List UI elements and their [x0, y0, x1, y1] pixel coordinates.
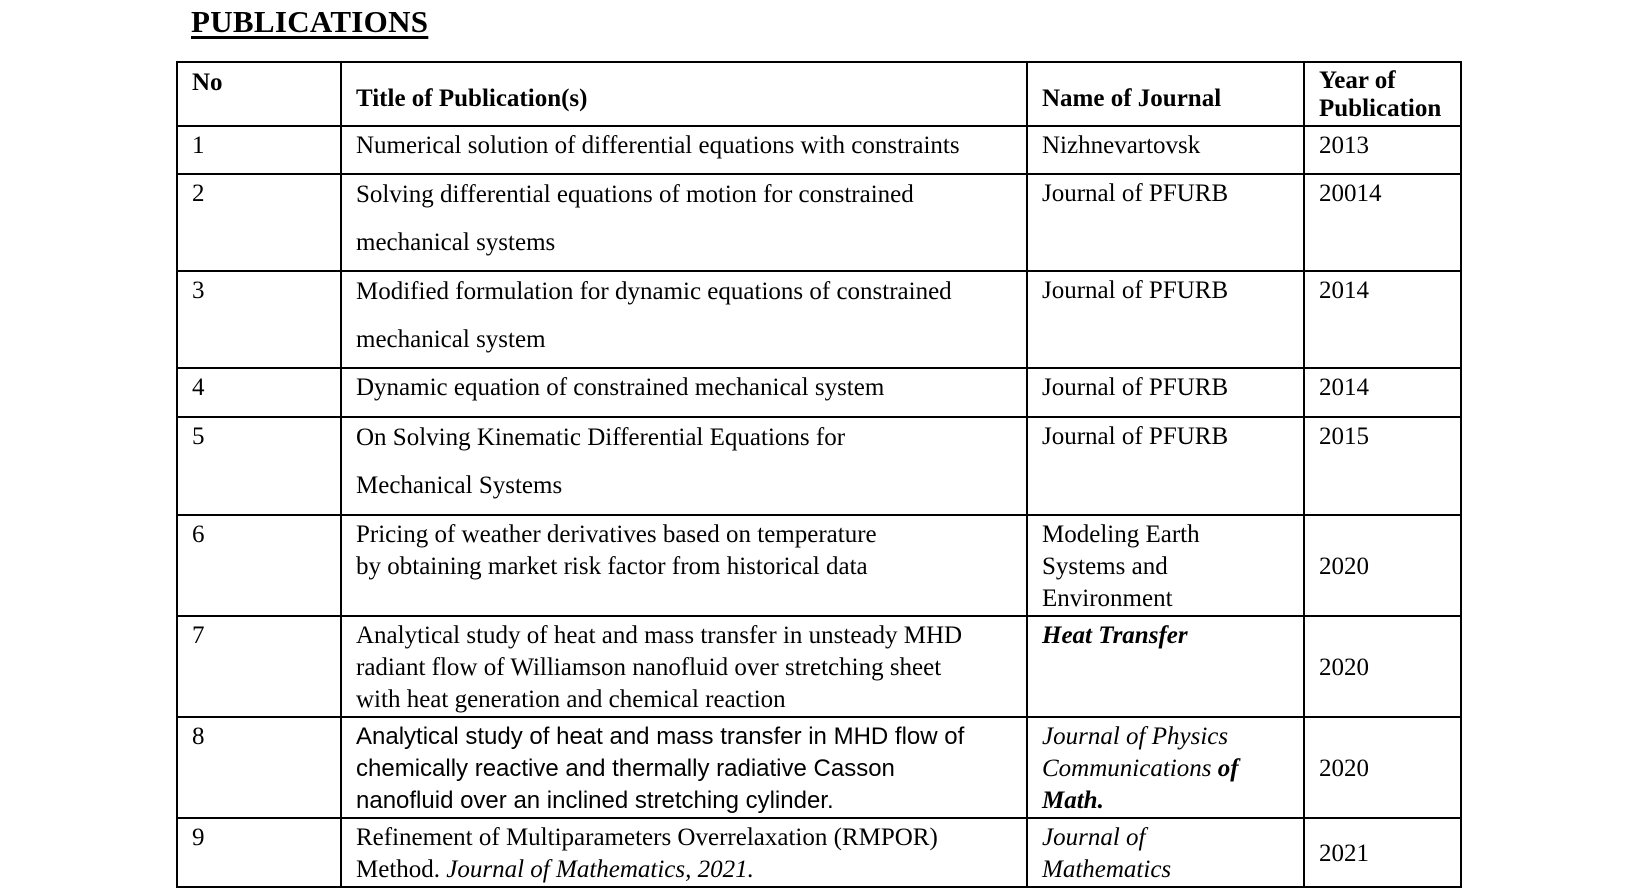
cell-title: [341, 271, 1027, 368]
cell-title-line: Mechanical Systems: [356, 472, 563, 499]
cell-title-line: Pricing of weather derivatives based on temperature: [356, 521, 877, 548]
column-header-journal: Name of Journal: [1027, 62, 1304, 126]
cell-journal-line: of: [1217, 755, 1239, 782]
cell-journal-line: Systems and: [1042, 553, 1168, 580]
cell-title-line: mechanical systems: [356, 229, 556, 256]
cell-journal: [1027, 515, 1304, 616]
table-row: [177, 616, 1461, 717]
table-row: [177, 417, 1461, 515]
cell-title-line: Method.: [356, 856, 447, 883]
table-row: [177, 271, 1461, 368]
cell-journal-line: Environment: [1042, 585, 1173, 612]
cell-no: 2: [177, 174, 341, 271]
cell-title: [341, 616, 1027, 717]
cell-journal-line: Communications: [1042, 755, 1218, 782]
cell-no: 6: [177, 515, 341, 616]
cell-year: 2014: [1304, 368, 1461, 417]
cell-journal: Heat Transfer: [1027, 616, 1304, 717]
column-header-title: Title of Publication(s): [341, 62, 1027, 126]
cell-title-line: Journal of Mathematics, 2021.: [446, 856, 754, 883]
cell-title-line: Refinement of Multiparameters Overrelaxation (RMPOR): [356, 824, 938, 851]
cell-title-line: with heat generation and chemical reaction: [356, 686, 786, 713]
cell-title-line: mechanical system: [356, 326, 546, 353]
table-row: [177, 717, 1461, 818]
cell-title-line: Solving differential equations of motion for constrained: [356, 181, 914, 208]
cell-year: 2014: [1304, 271, 1461, 368]
cell-journal-line: Modeling Earth: [1042, 521, 1200, 548]
cell-journal: Journal of PFURB: [1027, 271, 1304, 368]
cell-title: [341, 417, 1027, 515]
cell-title-line: radiant flow of Williamson nanofluid over stretching sheet: [356, 654, 942, 681]
page-title: PUBLICATIONS: [191, 4, 429, 39]
cell-no: 9: [177, 818, 341, 887]
cell-journal-line: Math.: [1042, 787, 1104, 814]
cell-journal: Journal of PFURB: [1027, 368, 1304, 417]
cell-no: 1: [177, 126, 341, 174]
cell-title-line: On Solving Kinematic Differential Equations for: [356, 424, 846, 451]
cell-year: 2015: [1304, 417, 1461, 515]
cell-no: 7: [177, 616, 341, 717]
cell-no: 5: [177, 417, 341, 515]
cell-title-line: Analytical study of heat and mass transfer in unsteady MHD: [356, 622, 963, 649]
cell-title-line: by obtaining market risk factor from historical data: [356, 553, 868, 580]
column-header-year-line2: Publication: [1319, 95, 1442, 122]
column-header-no: No: [177, 62, 341, 126]
table-row: [177, 818, 1461, 887]
cell-year: 20014: [1304, 174, 1461, 271]
cell-title-line: Modified formulation for dynamic equations of constrained: [356, 278, 952, 305]
cell-journal-line: Journal of Physics: [1042, 723, 1229, 750]
table-row: [177, 126, 1461, 174]
cell-title: [341, 717, 1027, 818]
cell-year: 2020: [1304, 616, 1461, 717]
cell-title: [341, 174, 1027, 271]
cell-journal: [1027, 717, 1304, 818]
cell-title: [341, 818, 1027, 887]
publications-table: [176, 61, 1462, 888]
cell-journal: [1027, 818, 1304, 887]
cell-no: 4: [177, 368, 341, 417]
cell-journal: Journal of PFURB: [1027, 174, 1304, 271]
cell-title-line: Analytical study of heat and mass transfer in MHD flow of: [356, 723, 965, 750]
table-row: [177, 515, 1461, 616]
cell-no: 3: [177, 271, 341, 368]
table-header-row: [177, 62, 1461, 126]
cell-journal-line: Journal of: [1042, 824, 1146, 851]
column-header-year-line1: Year of: [1319, 67, 1396, 94]
cell-year: 2020: [1304, 717, 1461, 818]
table-row: [177, 368, 1461, 417]
cell-title: Numerical solution of differential equations with constraints: [341, 126, 1027, 174]
cell-title-line: chemically reactive and thermally radiative Casson: [356, 755, 895, 782]
cell-journal: Journal of PFURB: [1027, 417, 1304, 515]
cell-title-line: nanofluid over an inclined stretching cylinder.: [356, 787, 834, 814]
cell-title: Dynamic equation of constrained mechanical system: [341, 368, 1027, 417]
cell-no: 8: [177, 717, 341, 818]
table-row: [177, 174, 1461, 271]
cell-title: [341, 515, 1027, 616]
cell-journal: Nizhnevartovsk: [1027, 126, 1304, 174]
cell-year: 2013: [1304, 126, 1461, 174]
cell-journal-line: Mathematics: [1042, 856, 1172, 883]
cell-year: 2021: [1304, 818, 1461, 887]
column-header-year: [1304, 62, 1461, 126]
cell-year: 2020: [1304, 515, 1461, 616]
